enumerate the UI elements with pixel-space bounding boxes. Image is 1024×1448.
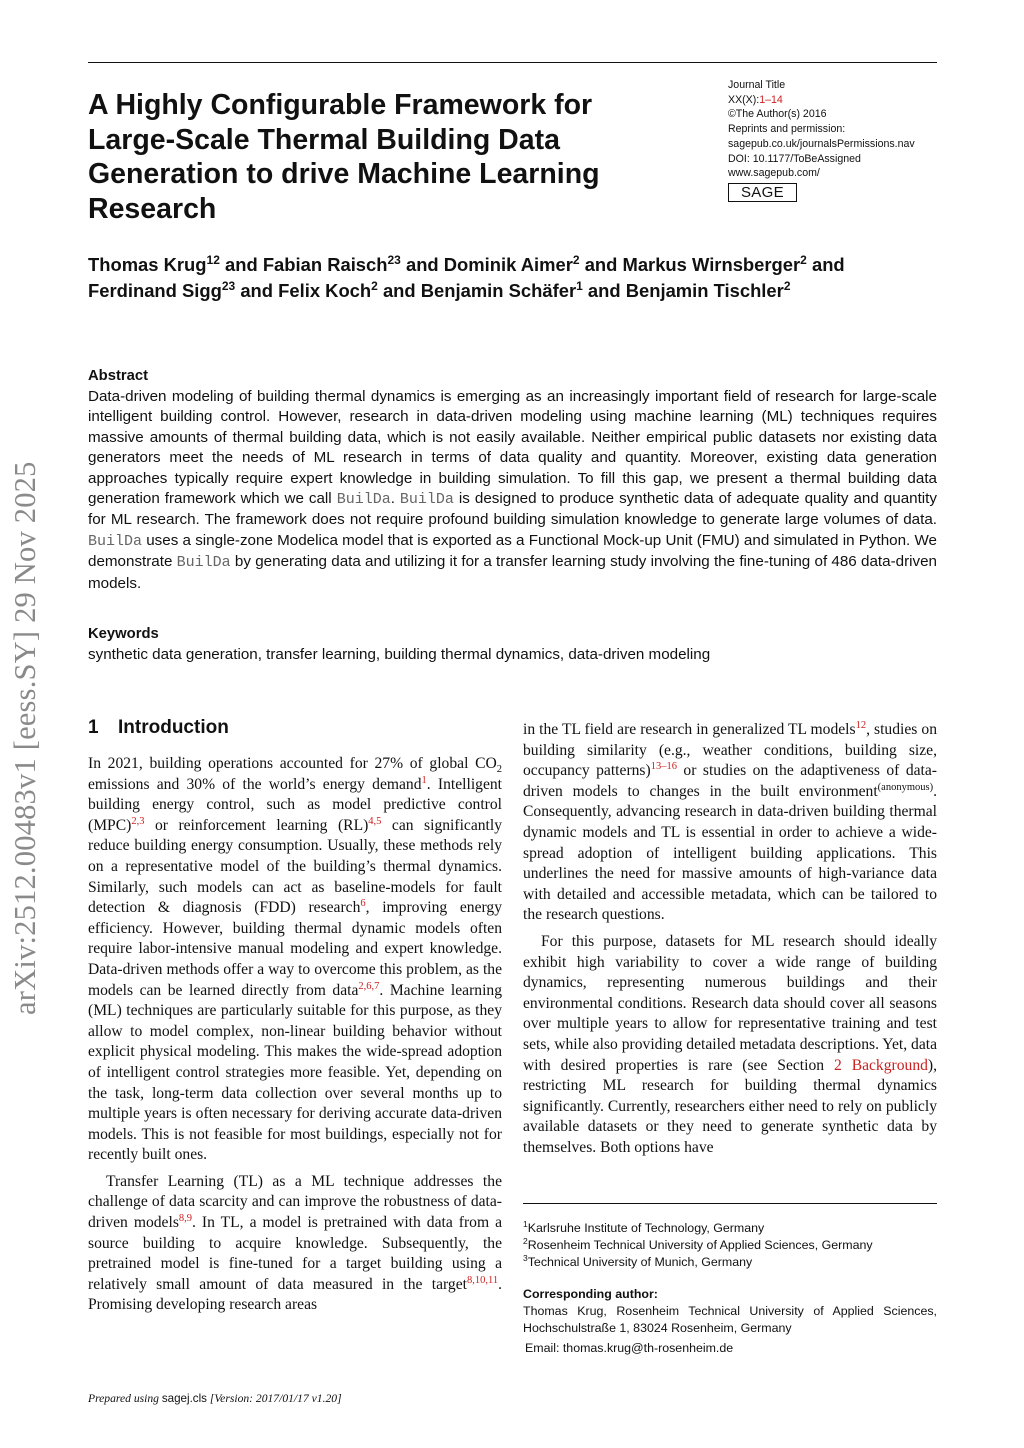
citation-link[interactable]: 4,5 [368,815,382,827]
citation-link[interactable]: 6 [360,897,366,909]
affiliations [523,1220,937,1271]
top-rule [88,62,937,63]
section-link[interactable]: 2 Background [833,1056,928,1074]
keywords-heading: Keywords [88,626,159,642]
corresponding-email: Email: thomas.krug@th-rosenheim.de [525,1341,734,1355]
affiliation: $^3$Technical University of Munich, Germany [523,1252,753,1269]
citation-link[interactable]: 2,6,7 [358,980,380,992]
affiliation: $^2$Rosenheim Technical University of Applied Sciences, Germany [523,1235,873,1252]
journal-reprints: Reprints and permission: [728,123,846,136]
page-footer: Prepared using sagej.cls [Version: 2017/01/17 v1.20] [88,1392,342,1405]
citation-link[interactable]: 12 [855,719,867,731]
journal-permissions-url: sagepub.co.uk/journalsPermissions.nav [728,137,915,150]
citation-link[interactable]: 8,9 [178,1212,193,1224]
paragraph: in the TL field are research in generalized TL models$^{12}$, studies on building similarity (e.g., weather conditions, building size, occupancy patterns)$^{13-16}$ or studies on the adaptiveness of data-driven models to changes in the built environment$^{(anonymous)}$. Consequently, advancing research in data-driven building thermal dynamic models and TL is essential in order to achieve a wide-spread adoption of intelligent building applications. This underlines the need for massive amounts of high-variance data with detailed and accessible metadata, which can be tailored to the research questions. [523,719,938,924]
journal-issue: XX(X):1–14 [728,93,783,106]
author-list: Thomas Krug$^{12}$ and Fabian Raisch$^{23}$ and Dominik Aimer$^2$ and Markus Wirnsberger$^2$ and Ferdinand Sigg$^{23}$ and Felix Koch$^2$ and Benjamin Schäfer$^1$ and Benjamin Tischler$^2$ [88,252,845,301]
paragraph: For this purpose, datasets for ML research should ideally exhibit high variability to cover a wide range of building dynamics, representing numerous buildings and their environmental conditions. Research data should cover all seasons over multiple years to allow for representative training and test sets, while also providing detailed metadata descriptions. Yet, data with desired properties is rare (see Section 2 Background), restricting ML research for building thermal dynamics significantly. Currently, researchers either need to rely on publicly available datasets or they need to generate synthetic data by themselves. Both options have [523,932,938,1156]
left-column [88,754,502,1316]
corresponding-author [523,1286,937,1338]
footnote-rule [523,1203,937,1204]
journal-pages-link[interactable]: 1–14 [759,93,783,106]
journal-website: www.sagepub.com/ [728,167,820,180]
paper-title: A Highly Configurable Framework for Large-Scale Thermal Building Data Generation to drive Machine Learning Research [88,89,600,225]
journal-name: Journal Title [728,79,786,91]
journal-copyright: ©The Author(s) 2016 [728,108,827,121]
abstract-heading: Abstract [88,368,149,384]
paragraph: In 2021, building operations accounted for 27% of global $CO_2$ emissions and 30% of the world’s energy demand$^1$. Intelligent building energy control, such as model predictive control (MPC)$^{2,3}$ or reinforcement learning (RL)$^{4,5}$ can significantly reduce building energy consumption. Usually, these methods rely on a representative model of the building’s thermal dynamics. Similarly, such models can act as baseline-models for fault detection & diagnosis (FDD) research$^6$, improving energy efficiency. However, building thermal dynamic models often require labor-intensive manual modeling and expert knowledge. Data-driven methods offer a way to overcome this problem, as the models can be learned directly from data$^{2,6,7}$. Machine learning (ML) techniques are particularly suitable for this purpose, as they allow to model complex, non-linear building behavior without explicit physical modeling. This makes the wide-spread adoption of intelligent control strategies more feasible. Yet, depending on the task, long-term data collection over several months up to multiple years is often necessary for deriving accurate data-driven models. This is not feasible for most buildings, especially not for recently built ones. [88,755,503,1164]
corresponding-heading: Corresponding author: [523,1287,658,1301]
corresponding-address: Thomas Krug, Rosenheim Technical University of Applied Sciences, Hochschulstraße 1, 83024 Rosenheim, Germany [523,1304,937,1336]
section-heading: 1 Introduction [88,717,229,738]
citation-link[interactable]: 1 [421,774,427,786]
journal-info [728,78,948,202]
citation-link[interactable]: 13–16 [650,761,677,772]
sage-logo: SAGE [728,183,797,202]
journal-doi: DOI: 10.1177/ToBeAssigned [728,152,861,165]
citation-link[interactable]: 2,3 [131,815,145,827]
abstract-body: Data-driven modeling of building thermal dynamics is emerging as an increasingly important field of research for large-scale intelligent building control. However, research in data-driven modeling using machine learning (ML) techniques requires massive amounts of thermal building data, which is not easily available. Neither empirical public datasets nor existing data generators meet the needs of ML research in terms of data quality and quantity. Moreover, existing data generation approaches typically require expert knowledge in building simulation. To fill this gap, we present a thermal building data generation framework which we call BuilDa. BuilDa is designed to produce synthetic data of adequate quality and quantity for ML research. The framework does not require profound building simulation knowledge to generate large volumes of data. BuilDa uses a single-zone Modelica model that is exported as a Functional Mock-up Unit (FMU) and simulated in Python. We demonstrate BuilDa by generating data and utilizing it for a transfer learning study involving the fine-tuning of 486 data-driven models. [88,388,937,592]
arxiv-stamp: arXiv:2512.00483v1 [eess.SY] 29 Nov 2025 [8,461,42,1015]
citation-link[interactable]: 8,10,11 [466,1274,499,1286]
paragraph: Transfer Learning (TL) as a ML technique addresses the challenge of data scarcity and can improve the robustness of data-driven models$^{8,9}$. In TL, a model is pretrained with data from a source building to acquire knowledge. Subsequently, the pretrained model is fine-tuned for a target building using a relatively small amount of data measured in the target$^{8,10,11}$. Promising developing research areas [88,1172,502,1314]
keywords-list: synthetic data generation, transfer learning, building thermal dynamics, data-driven modeling [88,646,711,663]
right-column [523,720,937,1158]
affiliation: $^1$Karlsruhe Institute of Technology, Germany [523,1218,765,1235]
